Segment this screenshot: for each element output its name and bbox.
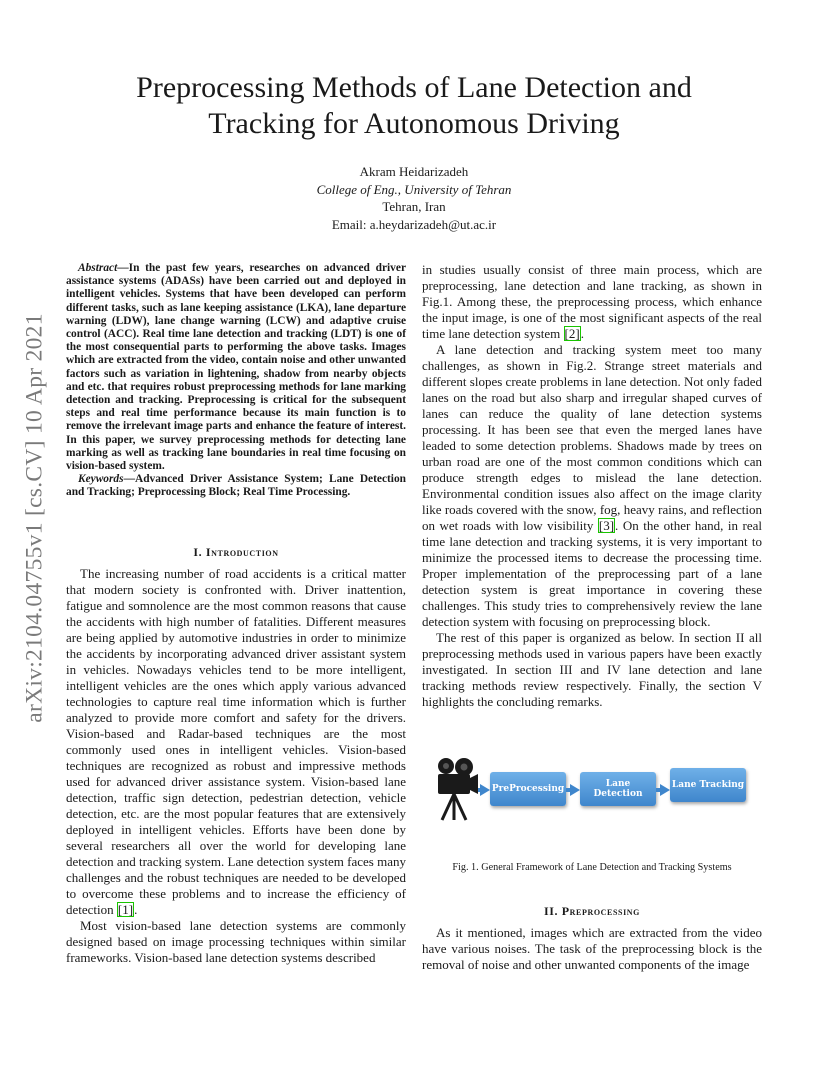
preprocessing-box: PreProcessing [490,772,566,806]
paragraph-text: A lane detection and tracking system meet too many challenges, as shown in Fig.2. Strange street materials and different slopes create problems in lane detection. Not only faded lanes on the road but also sharp and irregular shaped curves of lanes can reduce the quality of lane detection systems processing. It has been see that even the merged lanes have leaded to some detection problems. Shadows made by trees on urban road are one of the most common conditions which can produce strength edges to mislead the lane detection. Environmental condition issues also affect on the image clarity like roads covered with the snow, fog, heavy rains, and reflection on wet roads with low visibility [422,342,762,533]
paragraph-text: in studies usually consist of three main process, which are preprocessing, lane detection and lane tracking, as shown in Fig.1. Among these, the preprocessing process, which enhance the input image, is one of the most significant aspects of the real time lane detection system [422,262,762,341]
section-number: II. [543,904,559,918]
paragraph-end: . [580,326,584,341]
keywords-text: —Advanced Driver Assistance System; Lane Detection and Tracking; Preprocessing Block; Real Time Processing. [66,473,406,499]
lane-tracking-box: Lane Tracking [670,768,746,802]
keywords-label: Keywords [78,473,124,486]
section-number: I. [193,544,203,559]
figure-1-framework [428,752,768,822]
section-title: Preprocessing [561,904,640,918]
author-name: Akram Heidarizadeh [359,164,469,179]
intro-paragraph-1 [66,566,406,918]
flow-arrow [480,784,490,796]
paragraph-end: . [134,901,138,917]
preprocessing-paragraph-1: As it mentioned, images which are extracted from the video have various noises. The task of the preprocessing block is the removal of noise and other unwanted components of the image [422,925,762,972]
right-column [422,262,762,710]
section-heading-preprocessing [422,903,762,919]
flow-arrow [660,784,670,796]
abstract-label: Abstract [78,262,118,274]
author-location: Tehran, Iran [382,199,446,214]
arxiv-identifier-text: arXiv:2104.04755v1 [cs.CV] 10 Apr 2021 [21,313,48,723]
intro-paragraph-3 [422,342,762,630]
lane-detection-box: Lane Detection [580,772,656,806]
paper-title: Preprocessing Methods of Lane Detection and Tracking for Autonomous Driving [136,71,692,140]
citation-link[interactable]: [2] [564,326,580,341]
section-2 [422,903,762,973]
figure-1-caption: Fig. 1. General Framework of Lane Detection and Tracking Systems [452,862,732,873]
abstract [66,262,406,473]
arxiv-identifier [14,268,56,768]
left-column [66,262,406,966]
paragraph-end: . On the other hand, in real time lane detection and tracking systems, it is very important to minimize the processed items to decrease the processing time. Proper implementation of the preprocessing part of a lane detection system is great importance in covering these challenges. This study tries to comprehensively review the lane detection system with focusing on preprocessing block. [422,518,762,629]
author-affiliation: College of Eng., University of Tehran [316,181,512,197]
section-title: Introduction [205,544,279,559]
abstract-text: —In the past few years, researches on advanced driver assistance systems (ADASs) have been carried out and deployed in intelligent vehicles. Systems that have been developed can perform different tasks, such as lane keeping assistance (LKA), lane departure warning (LDW), lane change warning (LCW) and adaptive cruise control (ACC). Real time lane detection and tracking (LDT) is one of the most consequential parts to performing the above tasks. Images which are extracted from the video, contain noise and other unwanted factors such as variation in lightening, shadow from nearby objects and etc. that requires robust preprocessing methods for lane marking detection and tracking. Preprocessing is critical for the subsequent steps and real time performance because its main function is to remove the irrelevant image parts and enhance the feature of interest. In this paper, we survey preprocessing methods for detecting lane marking as well as tracking lane boundaries in real time focusing on vision-based system. [66,262,406,473]
author-email: Email: a.heydarizadeh@ut.ac.ir [331,216,497,232]
author-block [150,163,678,233]
flow-arrow [570,784,580,796]
citation-link[interactable]: [3] [598,518,615,533]
keywords [66,473,406,499]
citation-link[interactable]: [1] [117,901,134,917]
intro-paragraph-2: Most vision-based lane detection systems are commonly designed based on image processing techniques within similar frameworks. Vision-based lane detection systems described [66,917,406,965]
intro-paragraph-4: The rest of this paper is organized as below. In section II all preprocessing methods used in various papers have been exactly investigated. In section III and IV lane detection and lane tracking methods review respectively. Finally, the section V highlights the concluding remarks. [422,630,762,709]
movie-camera-icon [432,756,478,822]
intro-paragraph-2-continued [422,262,762,342]
section-heading-introduction [66,544,406,560]
paragraph-text: The increasing number of road accidents is a critical matter that modern society is confronted with. Driver inattention, fatigue and somnolence are the most common reasons that cause the accidents with high number of fatalities. Different measures are being applied by automotive industries in order to minimize the accidents by incorporating advanced driver assistant system in vehicles. Nowadays vehicles tend to be more intelligent, intelligent vehicles are the ones which apply various advanced technologies to capture real time information which is further analyzed to provide more comfort and safety for the drivers. Vision-based and Radar-based techniques are the most commonly used ones in intelligent vehicles. Vision-based techniques are recognized as robust and impressive methods used for advanced driver assistance system. Vision-based lane detection, traffic sign detection, pedestrian detection, vehicle detection, etc. are the most popular features that are extensively deployed in intelligent vehicles. Efforts have been done by several researchers all over the world for developing lane detection and tracking system. Lane detection system faces many challenges and the robust techniques are needed to be developed to overcome these problems and to increase the efficiency of detection [66,565,406,917]
